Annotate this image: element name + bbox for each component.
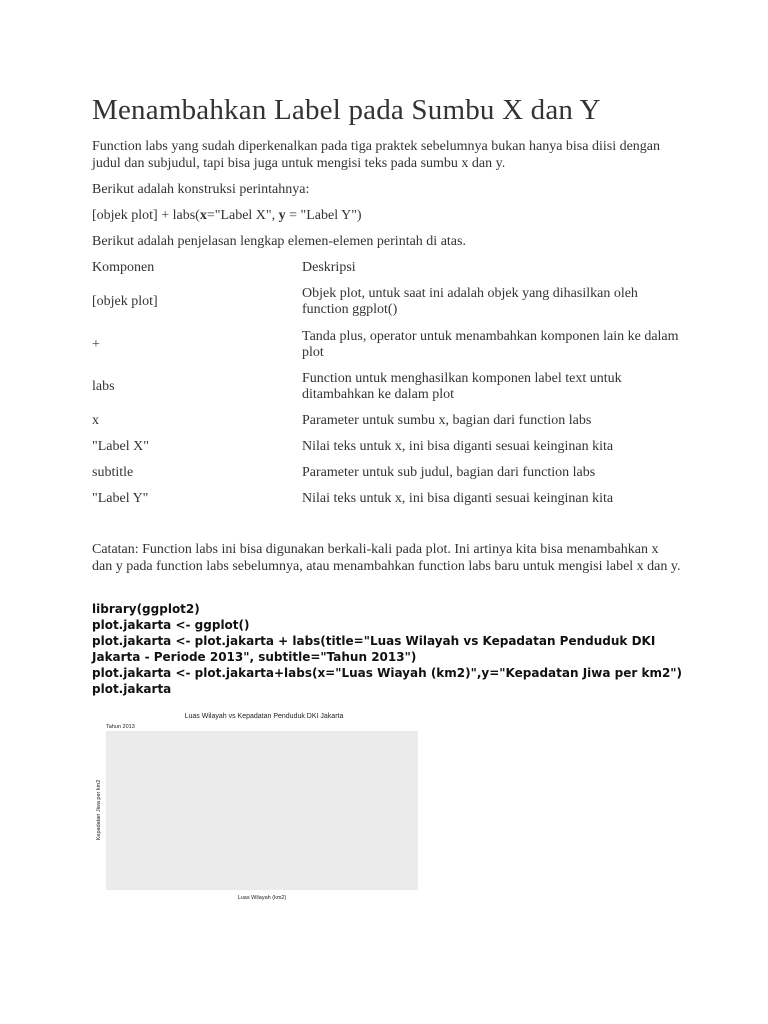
table-cell: Parameter untuk sub judul, bagian dari function labs <box>302 465 596 480</box>
table-header: Komponen <box>92 260 155 275</box>
code-line: plot.jakarta <- ggplot() <box>92 618 250 632</box>
plot-svg <box>92 708 424 904</box>
table-cell: Parameter untuk sumbu x, bagian dari function labs <box>302 413 592 428</box>
table-cell: x <box>92 413 99 428</box>
plot-panel <box>106 731 418 890</box>
table-cell: Tanda plus, operator untuk menambahkan komponen lain ke dalam plot <box>302 328 679 360</box>
code-line: library(ggplot2) <box>92 602 200 616</box>
table-cell: [objek plot] <box>92 293 158 309</box>
syntax-x: x <box>199 208 207 223</box>
component-table <box>92 256 682 512</box>
construction-paragraph: Berikut adalah konstruksi perintahnya: <box>92 182 310 197</box>
explanation-paragraph: Berikut adalah penjelasan lengkap elemen-elemen perintah di atas. <box>92 234 466 249</box>
plot-image <box>92 708 424 904</box>
table-row <box>92 408 682 434</box>
plot-title: Luas Wilayah vs Kepadatan Penduduk DKI Jakarta <box>184 713 344 720</box>
syntax-prefix: [objek plot] + labs( <box>92 208 200 223</box>
syntax-y: y <box>278 208 286 223</box>
code-line: plot.jakarta <box>92 682 172 696</box>
table-row <box>92 366 682 408</box>
code-line: plot.jakarta <- plot.jakarta + labs(title="Luas Wilayah vs Kepadatan Penduduk DKI Jakarta - Periode 2013", subtitle="Tahun 2013") <box>92 634 660 664</box>
table-cell: Nilai teks untuk x, ini bisa diganti sesuai keinginan kita <box>302 491 614 506</box>
table-cell: + <box>92 336 100 352</box>
intro-paragraph: Function labs yang sudah diperkenalkan pada tiga praktek sebelumnya bukan hanya bisa diisi dengan judul dan subjudul, tapi bisa juga untuk mengisi teks pada sumbu x dan y. <box>92 139 661 171</box>
syntax-line <box>92 207 682 224</box>
table-cell: "Label Y" <box>92 491 149 506</box>
table-header: Deskripsi <box>302 260 356 275</box>
table-row <box>92 323 682 366</box>
code-block <box>92 601 692 697</box>
table-cell: Function untuk menghasilkan komponen label text untuk ditambahkan ke dalam plot <box>302 371 622 402</box>
table-row <box>92 460 682 486</box>
table-cell: labs <box>92 379 115 394</box>
plot-subtitle: Tahun 2013 <box>106 724 135 730</box>
table-cell: Objek plot, untuk saat ini adalah objek yang dihasilkan oleh function ggplot() <box>302 285 638 317</box>
table-row <box>92 434 682 460</box>
table-row <box>92 486 682 512</box>
page-title: Menambahkan Label pada Sumbu X dan Y <box>92 94 601 126</box>
table-header-row <box>92 256 682 280</box>
plot-x-label: Luas Wilayah (km2) <box>237 895 287 901</box>
table-cell: Nilai teks untuk x, ini bisa diganti sesuai keinginan kita <box>302 439 614 454</box>
note-paragraph: Catatan: Function labs ini bisa digunakan berkali-kali pada plot. Ini artinya kita bisa menambahkan x dan y pada function labs sebelumnya, atau menambahkan function labs baru untuk mengisi label x dan y. <box>92 542 681 574</box>
code-line: plot.jakarta <- plot.jakarta+labs(x="Luas Wiayah (km2)",y="Kepadatan Jiwa per km2") <box>92 666 683 680</box>
syntax-suffix: = "Label Y") <box>285 208 362 223</box>
syntax-mid: ="Label X", <box>206 208 279 223</box>
table-cell: subtitle <box>92 465 134 480</box>
plot-y-label: Kepadatan Jiwa per km2 <box>96 779 102 841</box>
table-cell: "Label X" <box>92 439 149 454</box>
table-row <box>92 280 682 323</box>
